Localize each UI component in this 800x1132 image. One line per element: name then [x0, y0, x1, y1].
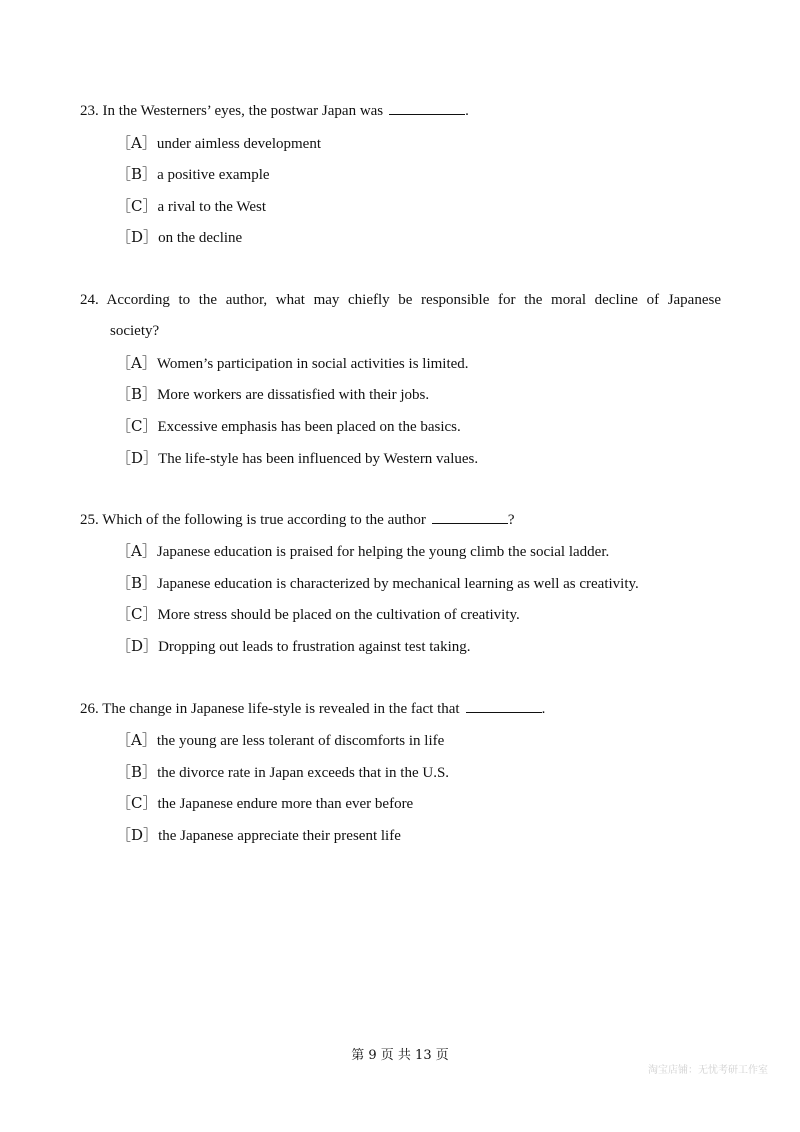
answer-blank [466, 700, 542, 713]
option-26-d: ［D］the Japanese appreciate their present life [116, 826, 401, 844]
option-24-d: ［D］The life-style has been influenced by Western values. [116, 449, 479, 467]
option-23-a: ［A］under aimless development [116, 134, 321, 152]
option-25-d: ［D］Dropping out leads to frustration against test taking. [116, 637, 471, 655]
option-26-b: ［B］the divorce rate in Japan exceeds that in the U.S. [116, 763, 450, 781]
answer-blank [432, 511, 508, 524]
question-23-stem: 23. In the Westerners’ eyes, the postwar Japan was . [80, 103, 469, 119]
page-number-footer: 第 9 页 共 13 页 [351, 1048, 449, 1063]
option-24-b: ［B］More workers are dissatisfied with their jobs. [116, 385, 430, 403]
answer-blank [389, 102, 465, 115]
option-23-d: ［D］on the decline [116, 228, 243, 246]
option-23-b: ［B］a positive example [116, 165, 270, 183]
option-24-c: ［C］Excessive emphasis has been placed on the basics. [116, 417, 461, 435]
option-24-a: ［A］Women’s participation in social activities is limited. [116, 354, 469, 372]
option-25-c: ［C］More stress should be placed on the cultivation of creativity. [116, 605, 520, 623]
question-25-stem: 25. Which of the following is true according to the author ? [80, 512, 515, 528]
option-25-b: ［B］Japanese education is characterized by mechanical learning as well as creativity. [116, 574, 639, 592]
question-24-stem: 24. According to the author, what may chiefly be responsible for the moral decline of Japanese [80, 292, 721, 308]
question-26-stem: 26. The change in Japanese life-style is revealed in the fact that . [80, 701, 546, 717]
option-26-c: ［C］the Japanese endure more than ever before [116, 794, 414, 812]
option-26-a: ［A］the young are less tolerant of discomforts in life [116, 731, 445, 749]
question-24-stem-continued: society? [110, 323, 160, 339]
store-watermark: 淘宝店铺：无忧考研工作室 [648, 1065, 768, 1076]
option-25-a: ［A］Japanese education is praised for helping the young climb the social ladder. [116, 542, 610, 560]
option-23-c: ［C］a rival to the West [116, 197, 267, 215]
